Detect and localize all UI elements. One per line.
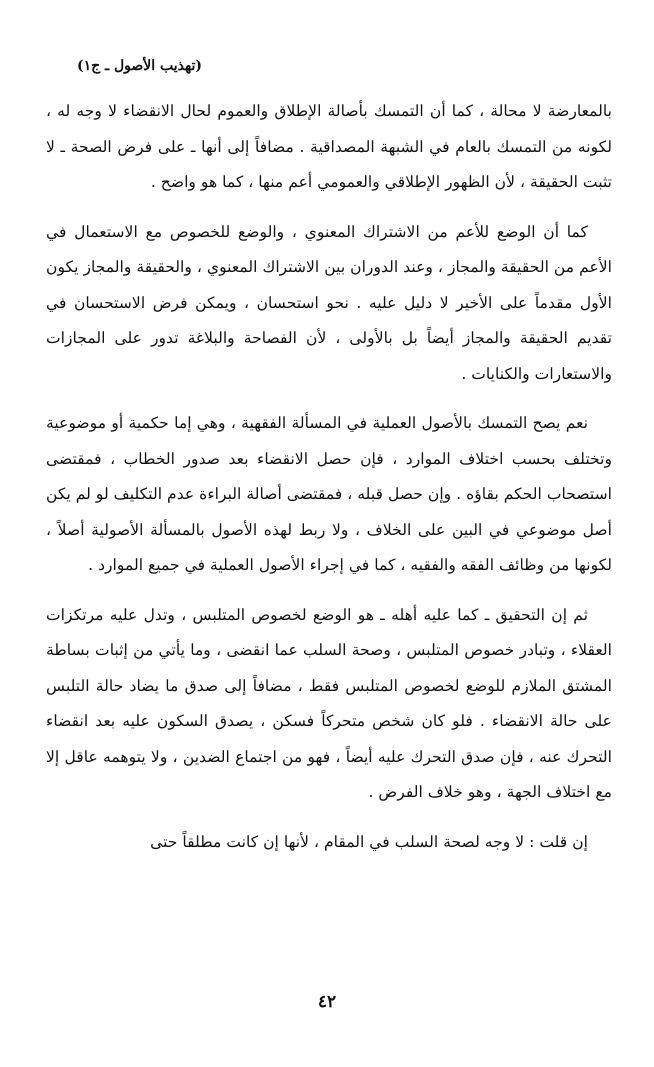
running-header: (تهذيب الأصول ـ ج١) [76,58,202,74]
paragraph: نعم يصح التمسك بالأصول العملية في المسألة الفقهية ، وهي إما حكمية أو موضوعية وتختلف بحسب اختلاف الموارد ، فإن حصل الانقضاء بعد صدور الخطاب ، فمقتضى استصحاب الحكم بقاؤه . وإن حصل قبله ، فمقتضى أصالة البراءة عدم التكليف لو لم يكن أصل موضوعي في البين على الخلاف ، ولا ربط لهذه الأصول بالمسألة الأصولية أصلاً ، لكونها من وظائف الفقه والفقيه ، كما في إجراء الأصول العملية في جميع الموارد . [46,414,612,574]
paragraph: كما أن الوضع للأعم من الاشتراك المعنوي ، والوضع للخصوص مع الاستعمال في الأعم من الحقيقة والمجاز ، وعند الدوران بين الاشتراك المعنوي ، والحقيقة والمجاز يكون الأول مقدماً على الأخير لا دليل عليه . نحو استحسان ، ويمكن فرض الاستحسان في تقديم الحقيقة والمجاز أيضاً بل بالأولى ، لأن الفصاحة والبلاغة تدور على المجازات والاستعارات والكنايات . [46,222,612,383]
paragraph: بالمعارضة لا محالة ، كما أن التمسك بأصالة الإطلاق والعموم لحال الانقضاء لا وجه له ، لكونه من التمسك بالعام في الشبهة المصداقية . مضافاً إلى أنها ـ على فرض الصحة ـ لا تثبت الحقيقة ، لأن الظهور الإطلاقي والعمومي أعم منها ، كما هو واضح . [46,102,612,191]
page-number: ٤٢ [317,992,337,1012]
paragraph: إن قلت : لا وجه لصحة السلب في المقام ، لأنها إن كانت مطلقاً حتى [150,832,588,851]
paragraph: ثم إن التحقيق ـ كما عليه أهله ـ هو الوضع لخصوص المتلبس ، وتدل عليه مرتكزات العقلاء ، وتبادر خصوص المتلبس ، وصحة السلب عما انقضى ، وما يأتي من إثبات بساطة المشتق الملازم للوضع لخصوص المتلبس فقط ، مضافاً إلى صدق ما يضاد حالة التلبس على حالة الانقضاء . فلو كان شخص متحركاً فسكن ، يصدق السكون عليه بعد انقضاء التحرك عنه ، فإن صدق التحرك عليه أيضاً ، فهو من اجتماع الضدين ، ولا يتوهمه عاقل إلا مع اختلاف الجهة ، وهو خلاف الفرض . [46,605,612,801]
body-text [46,94,612,860]
